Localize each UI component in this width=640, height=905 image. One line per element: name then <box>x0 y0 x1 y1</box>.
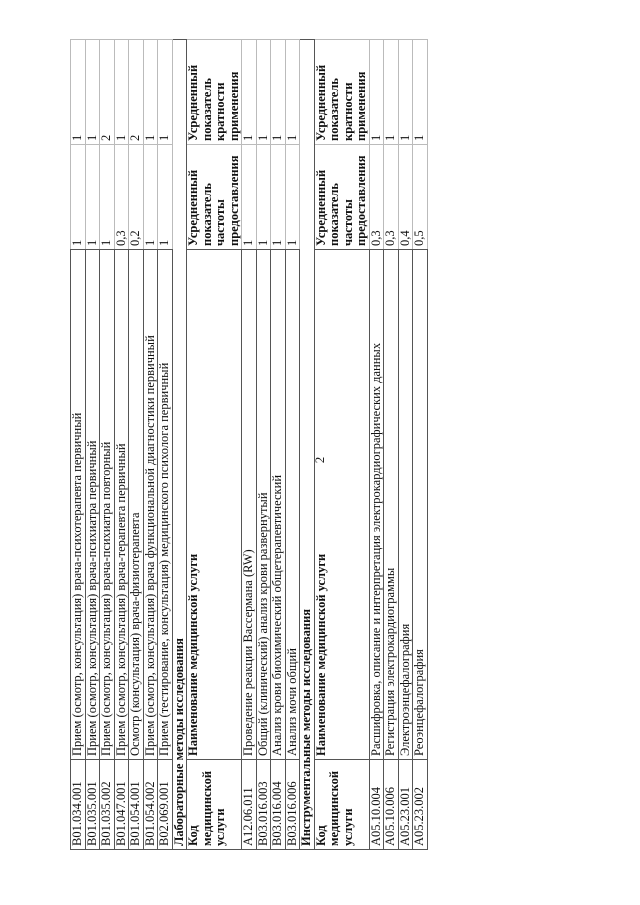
table-row <box>285 40 300 850</box>
page-number: 2 <box>312 456 327 464</box>
header-code: Код медицинской услуги <box>187 760 242 850</box>
table-header-lab <box>187 40 242 850</box>
freq-cell: 0,4 <box>398 145 413 250</box>
freq-cell: 0,3 <box>114 145 129 250</box>
name-cell: Прием (осмотр, консультация) врача-психотерапевта первичный <box>71 250 86 760</box>
mult-cell: 1 <box>413 40 428 145</box>
header-mult: Усредненный показатель кратности применения <box>314 40 369 145</box>
table-row <box>413 40 428 850</box>
freq-cell: 1 <box>256 145 271 250</box>
table-row <box>158 40 173 850</box>
mult-cell: 1 <box>369 40 384 145</box>
table-row <box>398 40 413 850</box>
table-header-instrumental <box>314 40 369 850</box>
code-cell: A05.23.001 <box>398 760 413 850</box>
freq-cell: 1 <box>271 145 286 250</box>
name-cell: Осмотр (консультация) врача-физиотерапевта <box>129 250 144 760</box>
freq-cell: 0,3 <box>384 145 399 250</box>
mult-cell: 1 <box>398 40 413 145</box>
mult-cell: 1 <box>158 40 173 145</box>
header-freq: Усредненный показатель частоты предоставления <box>314 145 369 250</box>
mult-cell: 1 <box>384 40 399 145</box>
freq-cell: 0,5 <box>413 145 428 250</box>
table-row <box>114 40 129 850</box>
freq-cell: 1 <box>158 145 173 250</box>
name-cell: Прием (осмотр, консультация) врача-психиатра повторный <box>100 250 115 760</box>
freq-cell: 1 <box>85 145 100 250</box>
header-name: Наименование медицинской услуги <box>187 250 242 760</box>
code-cell: B01.047.001 <box>114 760 129 850</box>
name-cell: Расшифровка, описание и интерпретация электрокардиографических данных <box>369 250 384 760</box>
table-row <box>271 40 286 850</box>
mult-cell: 1 <box>143 40 158 145</box>
name-cell: Прием (осмотр, консультация) врача-психиатра первичный <box>85 250 100 760</box>
freq-cell: 1 <box>242 145 257 250</box>
section-title-lab: Лабораторные методы исследования <box>172 40 187 850</box>
mult-cell: 2 <box>129 40 144 145</box>
section-row-instrumental <box>300 40 315 850</box>
header-code: Код медицинской услуги <box>314 760 369 850</box>
name-cell: Прием (тестирование, консультация) медицинского психолога первичный <box>158 250 173 760</box>
mult-cell: 1 <box>85 40 100 145</box>
name-cell: Регистрация электрокардиограммы <box>384 250 399 760</box>
name-cell: Анализ мочи общий <box>285 250 300 760</box>
code-cell: A05.10.004 <box>369 760 384 850</box>
table-row <box>143 40 158 850</box>
header-freq: Усредненный показатель частоты предоставления <box>187 145 242 250</box>
mult-cell: 1 <box>114 40 129 145</box>
freq-cell: 1 <box>100 145 115 250</box>
name-cell: Анализ крови биохимический общетерапевтический <box>271 250 286 760</box>
table-row <box>369 40 384 850</box>
freq-cell: 1 <box>285 145 300 250</box>
code-cell: B01.035.001 <box>85 760 100 850</box>
freq-cell: 0,3 <box>369 145 384 250</box>
code-cell: B03.016.006 <box>285 760 300 850</box>
code-cell: B01.054.002 <box>143 760 158 850</box>
code-cell: B03.016.003 <box>256 760 271 850</box>
section-title-instrumental: Инструментальные методы исследования <box>300 40 315 850</box>
table-row <box>129 40 144 850</box>
name-cell: Реоэнцефалография <box>413 250 428 760</box>
code-cell: B01.054.001 <box>129 760 144 850</box>
code-cell: A05.23.002 <box>413 760 428 850</box>
code-cell: B03.016.004 <box>271 760 286 850</box>
table-row <box>256 40 271 850</box>
code-cell: B01.034.001 <box>71 760 86 850</box>
code-cell: B01.035.002 <box>100 760 115 850</box>
mult-cell: 2 <box>100 40 115 145</box>
freq-cell: 1 <box>143 145 158 250</box>
mult-cell: 1 <box>271 40 286 145</box>
name-cell: Проведение реакции Вассермана (RW) <box>242 250 257 760</box>
header-name: Наименование медицинской услуги <box>314 250 369 760</box>
mult-cell: 1 <box>256 40 271 145</box>
freq-cell: 1 <box>71 145 86 250</box>
name-cell: Прием (осмотр, консультация) врача-терапевта первичный <box>114 250 129 760</box>
section-row-lab <box>172 40 187 850</box>
header-mult: Усредненный показатель кратности применения <box>187 40 242 145</box>
table-row <box>384 40 399 850</box>
table-row <box>85 40 100 850</box>
code-cell: B02.069.001 <box>158 760 173 850</box>
code-cell: A12.06.011 <box>242 760 257 850</box>
mult-cell: 1 <box>71 40 86 145</box>
name-cell: Электроэнцефалография <box>398 250 413 760</box>
code-cell: A05.10.006 <box>384 760 399 850</box>
freq-cell: 0,2 <box>129 145 144 250</box>
services-table <box>70 39 428 850</box>
rotated-table-container <box>70 40 510 850</box>
name-cell: Прием (осмотр, консультация) врача функциональной диагностики первичный <box>143 250 158 760</box>
name-cell: Общий (клинический) анализ крови развернутый <box>256 250 271 760</box>
mult-cell: 1 <box>242 40 257 145</box>
table-row <box>242 40 257 850</box>
mult-cell: 1 <box>285 40 300 145</box>
table-row <box>71 40 86 850</box>
table-row <box>100 40 115 850</box>
